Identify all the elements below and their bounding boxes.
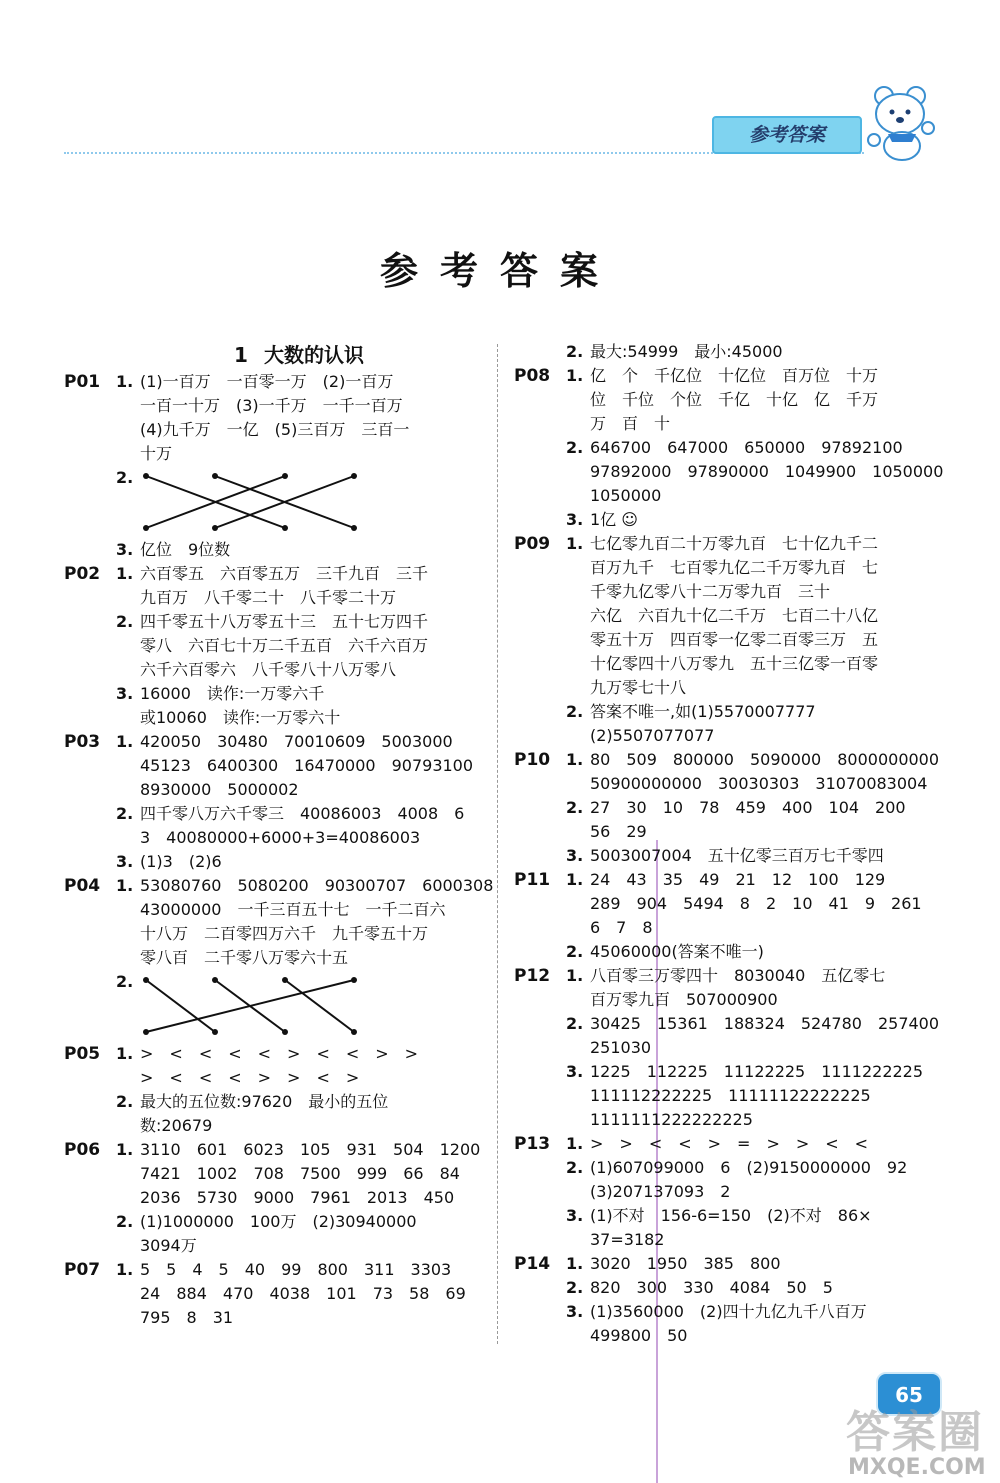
answer-item xyxy=(116,1090,494,1138)
answer-items xyxy=(116,562,494,730)
matching-dot xyxy=(212,977,218,983)
page-ref: P04 xyxy=(64,876,101,896)
item-number: 1. xyxy=(116,1140,134,1159)
item-body xyxy=(590,700,954,748)
left-column xyxy=(64,340,494,1330)
answer-line: 53080760 5080200 90300707 6000308 xyxy=(140,876,494,895)
answer-line: 四千零五十八万零五十三 五十七万四千 xyxy=(140,612,429,631)
matching-dot xyxy=(143,525,149,531)
item-body xyxy=(140,1090,494,1138)
item-body xyxy=(590,844,954,868)
answer-line: 24 884 470 4038 101 73 58 69 xyxy=(140,1284,466,1303)
page-ref: P10 xyxy=(514,750,551,770)
item-number: 2. xyxy=(566,942,584,961)
right-column xyxy=(514,340,954,1348)
answer-item xyxy=(116,802,494,850)
matching-dot xyxy=(212,1029,218,1035)
page-ref: P03 xyxy=(64,732,101,752)
diagram-box xyxy=(140,976,494,1036)
matching-dot xyxy=(351,525,357,531)
answer-line: 或10060 读作:一万零六十 xyxy=(140,708,341,727)
answer-group xyxy=(64,874,494,1042)
answer-line: 80 509 800000 5090000 8000000000 xyxy=(590,750,940,769)
item-number: 2. xyxy=(566,798,584,817)
page-ref: P11 xyxy=(514,870,551,890)
answer-items xyxy=(566,1252,954,1348)
item-number: 1. xyxy=(116,564,134,583)
answer-items xyxy=(116,1258,494,1330)
item-number: 2. xyxy=(566,1014,584,1033)
answer-item xyxy=(566,1300,954,1348)
matching-lines-diagram xyxy=(140,976,360,1036)
page-ref: P08 xyxy=(514,366,551,386)
answer-group xyxy=(64,730,494,874)
matching-line xyxy=(146,980,354,1032)
item-body xyxy=(590,1252,954,1276)
answer-line: (1)607099000 6 (2)9150000000 92 xyxy=(590,1158,908,1177)
item-number: 2. xyxy=(566,342,584,361)
answer-line: 亿位 9位数 xyxy=(140,540,231,559)
answer-item xyxy=(566,1204,954,1252)
answer-group xyxy=(514,1132,954,1252)
answer-item xyxy=(116,1138,494,1210)
answer-item xyxy=(566,1132,954,1156)
answer-line: (2)5507077077 xyxy=(590,726,715,745)
answer-item xyxy=(566,748,954,796)
answer-line: 50900000000 30030303 31070083004 xyxy=(590,774,928,793)
answer-line: 646700 647000 650000 97892100 xyxy=(590,438,903,457)
item-number: 3. xyxy=(116,852,134,871)
answer-line: 56 29 xyxy=(590,822,647,841)
answer-line: 十八万 二百零四万六千 九千零五十万 xyxy=(140,924,429,943)
answer-group xyxy=(514,364,954,532)
answer-line: 3020 1950 385 800 xyxy=(590,1254,781,1273)
item-body xyxy=(140,1042,494,1090)
diagram-box xyxy=(140,472,494,532)
item-body xyxy=(140,682,494,730)
answer-group xyxy=(514,340,954,364)
bear-mascot-icon xyxy=(862,82,942,162)
item-body xyxy=(140,610,494,682)
answer-line: 45060000(答案不唯一) xyxy=(590,942,764,961)
matching-dot xyxy=(351,473,357,479)
item-number: 1. xyxy=(566,750,584,769)
answer-line: 97892000 97890000 1049900 1050000 xyxy=(590,462,944,481)
answer-line: 3110 601 6023 105 931 504 1200 xyxy=(140,1140,481,1159)
item-body xyxy=(590,1276,954,1300)
answer-line: (1)1000000 100万 (2)30940000 xyxy=(140,1212,417,1231)
answer-group xyxy=(64,562,494,730)
answer-line: 最大:54999 最小:45000 xyxy=(590,342,783,361)
matching-dot xyxy=(212,525,218,531)
answer-line: > < < < > > < > xyxy=(140,1068,360,1087)
answer-items xyxy=(116,730,494,874)
page-ref: P06 xyxy=(64,1140,101,1160)
item-number: 2. xyxy=(116,1212,134,1231)
item-number: 2. xyxy=(116,804,134,823)
answer-line: 24 43 35 49 21 12 100 129 xyxy=(590,870,886,889)
answer-item xyxy=(116,1210,494,1258)
answer-items xyxy=(116,1042,494,1138)
item-number: 1. xyxy=(116,372,134,391)
answer-item xyxy=(566,940,954,964)
item-number: 3. xyxy=(566,1062,584,1081)
item-number: 3. xyxy=(566,1302,584,1321)
answer-item xyxy=(116,610,494,682)
answer-item xyxy=(566,964,954,1012)
answer-item xyxy=(116,1258,494,1330)
answer-item xyxy=(116,730,494,802)
answer-line: 位 千位 个位 千亿 十亿 亿 千万 xyxy=(590,390,879,409)
answer-group xyxy=(514,1252,954,1348)
page-number-badge: 65 xyxy=(876,1372,942,1416)
answer-line: 6 7 8 xyxy=(590,918,653,937)
answer-line: (1)不对 156-6=150 (2)不对 86× xyxy=(590,1206,872,1225)
item-body xyxy=(590,1060,954,1132)
answer-line: (3)207137093 2 xyxy=(590,1182,731,1201)
answer-group xyxy=(64,1258,494,1330)
item-number: 3. xyxy=(566,510,584,529)
answer-item xyxy=(566,700,954,748)
item-number: 1. xyxy=(116,1044,134,1063)
answer-group xyxy=(514,964,954,1132)
answer-line: 37=3182 xyxy=(590,1230,665,1249)
section-name: 大数的认识 xyxy=(263,343,364,367)
item-number: 1. xyxy=(566,534,584,553)
answer-item xyxy=(566,796,954,844)
item-body xyxy=(140,874,494,970)
answer-item xyxy=(566,1156,954,1204)
answer-line: (4)九千万 一亿 (5)三百万 三百一 xyxy=(140,420,410,439)
answer-item xyxy=(566,340,954,364)
matching-dot xyxy=(282,525,288,531)
answer-items xyxy=(116,874,494,1042)
answer-item xyxy=(566,436,954,508)
page-ref: P05 xyxy=(64,1044,101,1064)
item-number: 3. xyxy=(116,540,134,559)
item-body xyxy=(590,796,954,844)
item-body xyxy=(590,1300,954,1348)
answer-item xyxy=(116,682,494,730)
answer-items xyxy=(116,370,494,562)
answer-line: 1111111222222225 xyxy=(590,1110,753,1129)
answer-group xyxy=(64,1042,494,1138)
item-body xyxy=(140,1258,494,1330)
item-body xyxy=(140,466,494,538)
answer-line: 最大的五位数:97620 最小的五位 xyxy=(140,1092,389,1111)
answer-line: 九万零七十八 xyxy=(590,678,687,697)
matching-dot xyxy=(351,1029,357,1035)
page-ref: P01 xyxy=(64,372,101,392)
item-number: 3. xyxy=(566,1206,584,1225)
item-body xyxy=(140,562,494,610)
answer-line: 5003007004 五十亿零三百万七千零四 xyxy=(590,846,884,865)
answer-line: (1)一百万 一百零一万 (2)一百万 xyxy=(140,372,394,391)
answer-line: 820 300 330 4084 50 5 xyxy=(590,1278,833,1297)
answer-line: (1)3560000 (2)四十九亿九千八百万 xyxy=(590,1302,867,1321)
answer-line: 千零九亿零八十二万零九百 三十 xyxy=(590,582,831,601)
item-body xyxy=(140,730,494,802)
answer-item xyxy=(116,970,494,1042)
item-body xyxy=(140,1138,494,1210)
item-number: 2. xyxy=(116,612,134,631)
answer-item xyxy=(566,532,954,700)
item-body xyxy=(140,370,494,466)
answer-line: 数:20679 xyxy=(140,1116,213,1135)
item-number: 2. xyxy=(566,1158,584,1177)
answer-item xyxy=(566,868,954,940)
answer-line: 1亿 ☺ xyxy=(590,510,638,529)
answer-item xyxy=(566,844,954,868)
answer-item xyxy=(116,874,494,970)
item-number: 1. xyxy=(566,366,584,385)
answer-line: 十万 xyxy=(140,444,173,463)
answer-items xyxy=(566,364,954,532)
item-number: 1. xyxy=(116,876,134,895)
answer-line: 七亿零九百二十万零九百 七十亿九千二 xyxy=(590,534,879,553)
page-ref: P09 xyxy=(514,534,551,554)
answer-line: 3 40080000+6000+3=40086003 xyxy=(140,828,421,847)
answer-item xyxy=(116,562,494,610)
answer-items xyxy=(566,964,954,1132)
answer-line: 八百零三万零四十 8030040 五亿零七 xyxy=(590,966,886,985)
answer-group xyxy=(64,1138,494,1258)
item-body xyxy=(590,1012,954,1060)
answer-group xyxy=(64,370,494,562)
answer-line: 27 30 10 78 459 400 104 200 xyxy=(590,798,906,817)
answer-line: 1050000 xyxy=(590,486,662,505)
answer-line: 六千六百零六 八千零八十八万零八 xyxy=(140,660,397,679)
answer-line: 六亿 六百九十亿二千万 七百二十八亿 xyxy=(590,606,879,625)
answer-line: 43000000 一千三百五十七 一千二百六 xyxy=(140,900,446,919)
answer-line: 零八百 二千零八万零六十五 xyxy=(140,948,349,967)
answer-line: 2036 5730 9000 7961 2013 450 xyxy=(140,1188,455,1207)
item-number: 1. xyxy=(566,1254,584,1273)
header-badge: 参考答案 xyxy=(712,116,862,154)
answer-line: 百万九千 七百零九亿二千万零九百 七 xyxy=(590,558,879,577)
answer-item xyxy=(566,364,954,436)
page-ref xyxy=(514,340,566,364)
answer-line: 四千零八万六千零三 40086003 4008 6 xyxy=(140,804,465,823)
item-number: 1. xyxy=(566,1134,584,1153)
answer-item xyxy=(566,508,954,532)
answer-line: 795 8 31 xyxy=(140,1308,234,1327)
item-body xyxy=(140,970,494,1042)
answer-group xyxy=(514,868,954,964)
item-body xyxy=(140,802,494,850)
item-body xyxy=(590,748,954,796)
answer-line: 289 904 5494 8 2 10 41 9 261 xyxy=(590,894,922,913)
matching-dot xyxy=(212,473,218,479)
answer-line: (1)3 (2)6 xyxy=(140,852,222,871)
page-ref: P13 xyxy=(514,1134,551,1154)
item-body xyxy=(590,340,954,364)
item-number: 2. xyxy=(566,438,584,457)
item-number: 2. xyxy=(116,468,134,487)
answer-items xyxy=(566,1132,954,1252)
answer-item xyxy=(566,1060,954,1132)
item-body xyxy=(590,964,954,1012)
answer-line: 万 百 十 xyxy=(590,414,671,433)
answer-line: 420050 30480 70010609 5003000 xyxy=(140,732,453,751)
item-number: 1. xyxy=(116,1260,134,1279)
answer-line: 251030 xyxy=(590,1038,652,1057)
matching-dot xyxy=(143,1029,149,1035)
page-title: 参考答案 xyxy=(379,248,620,293)
item-body xyxy=(590,1204,954,1252)
answer-items xyxy=(566,748,954,868)
item-number: 2. xyxy=(116,1092,134,1111)
item-body xyxy=(590,1156,954,1204)
item-body xyxy=(140,1210,494,1258)
item-body xyxy=(140,850,494,874)
answer-line: 8930000 5000002 xyxy=(140,780,299,799)
matching-dot xyxy=(143,473,149,479)
answer-line: 5 5 4 5 40 99 800 311 3303 xyxy=(140,1260,452,1279)
item-body xyxy=(590,436,954,508)
item-number: 1. xyxy=(116,732,134,751)
column-divider xyxy=(497,344,498,1344)
answer-line: > > < < > = > > < < xyxy=(590,1134,869,1153)
item-number: 2. xyxy=(566,1278,584,1297)
item-number: 2. xyxy=(116,972,134,991)
answer-line: > < < < < > < < > > xyxy=(140,1044,419,1063)
section-title xyxy=(104,340,494,370)
answer-item xyxy=(116,1042,494,1090)
page-ref: P02 xyxy=(64,564,101,584)
answer-line: 45123 6400300 16470000 90793100 xyxy=(140,756,474,775)
item-body xyxy=(590,532,954,700)
item-number: 1. xyxy=(566,870,584,889)
item-body xyxy=(590,1132,954,1156)
page-ref: P07 xyxy=(64,1260,101,1280)
watermark-logo: 答案圈 xyxy=(846,1407,984,1458)
answer-item xyxy=(566,1252,954,1276)
matching-dot xyxy=(282,1029,288,1035)
answer-line: 零八 六百七十万二千五百 六千六百万 xyxy=(140,636,429,655)
answer-line: 111112222225 11111122222225 xyxy=(590,1086,871,1105)
answer-item xyxy=(116,850,494,874)
answer-line: 六百零五 六百零五万 三千九百 三千 xyxy=(140,564,429,583)
item-number: 3. xyxy=(566,846,584,865)
answer-line: 答案不唯一,如(1)5570007777 xyxy=(590,702,816,721)
item-body xyxy=(590,508,954,532)
answer-line: 499800 50 xyxy=(590,1326,688,1345)
answer-line: 一百一十万 (3)一千万 一千一百万 xyxy=(140,396,403,415)
item-body xyxy=(590,364,954,436)
answer-item xyxy=(566,1276,954,1300)
answer-line: 零五十万 四百零一亿零二百零三万 五 xyxy=(590,630,879,649)
answer-line: 7421 1002 708 7500 999 66 84 xyxy=(140,1164,460,1183)
watermark-url: MXQE.COM xyxy=(848,1455,986,1480)
answer-line: 1225 112225 11122225 1111222225 xyxy=(590,1062,924,1081)
item-body xyxy=(140,538,494,562)
answer-group xyxy=(514,532,954,748)
answer-line: 百万零九百 507000900 xyxy=(590,990,778,1009)
answer-items xyxy=(566,532,954,748)
watermark xyxy=(846,1407,996,1480)
answer-item xyxy=(116,466,494,538)
answer-line: 十亿零四十八万零九 五十三亿零一百零 xyxy=(590,654,879,673)
item-body xyxy=(590,868,954,940)
answer-group xyxy=(514,748,954,868)
answer-item xyxy=(116,370,494,466)
matching-dot xyxy=(143,977,149,983)
answer-line: 30425 15361 188324 524780 257400 xyxy=(590,1014,940,1033)
item-number: 2. xyxy=(566,702,584,721)
matching-lines-diagram xyxy=(140,472,360,532)
answer-item xyxy=(566,1012,954,1060)
answer-line: 3094万 xyxy=(140,1236,197,1255)
item-number: 3. xyxy=(116,684,134,703)
item-number: 1. xyxy=(566,966,584,985)
answer-line: 九百万 八千零二十 八千零二十万 xyxy=(140,588,397,607)
matching-dot xyxy=(351,977,357,983)
answer-line: 16000 读作:一万零六千 xyxy=(140,684,325,703)
answer-items xyxy=(566,868,954,964)
answer-items xyxy=(116,1138,494,1258)
matching-dot xyxy=(282,473,288,479)
section-number: 1 xyxy=(234,343,248,367)
answer-line: 亿 个 千亿位 十亿位 百万位 十万 xyxy=(590,366,879,385)
page-ref: P14 xyxy=(514,1254,551,1274)
page-ref: P12 xyxy=(514,966,551,986)
answer-item xyxy=(116,538,494,562)
answer-items xyxy=(566,340,954,364)
item-body xyxy=(590,940,954,964)
matching-dot xyxy=(282,977,288,983)
